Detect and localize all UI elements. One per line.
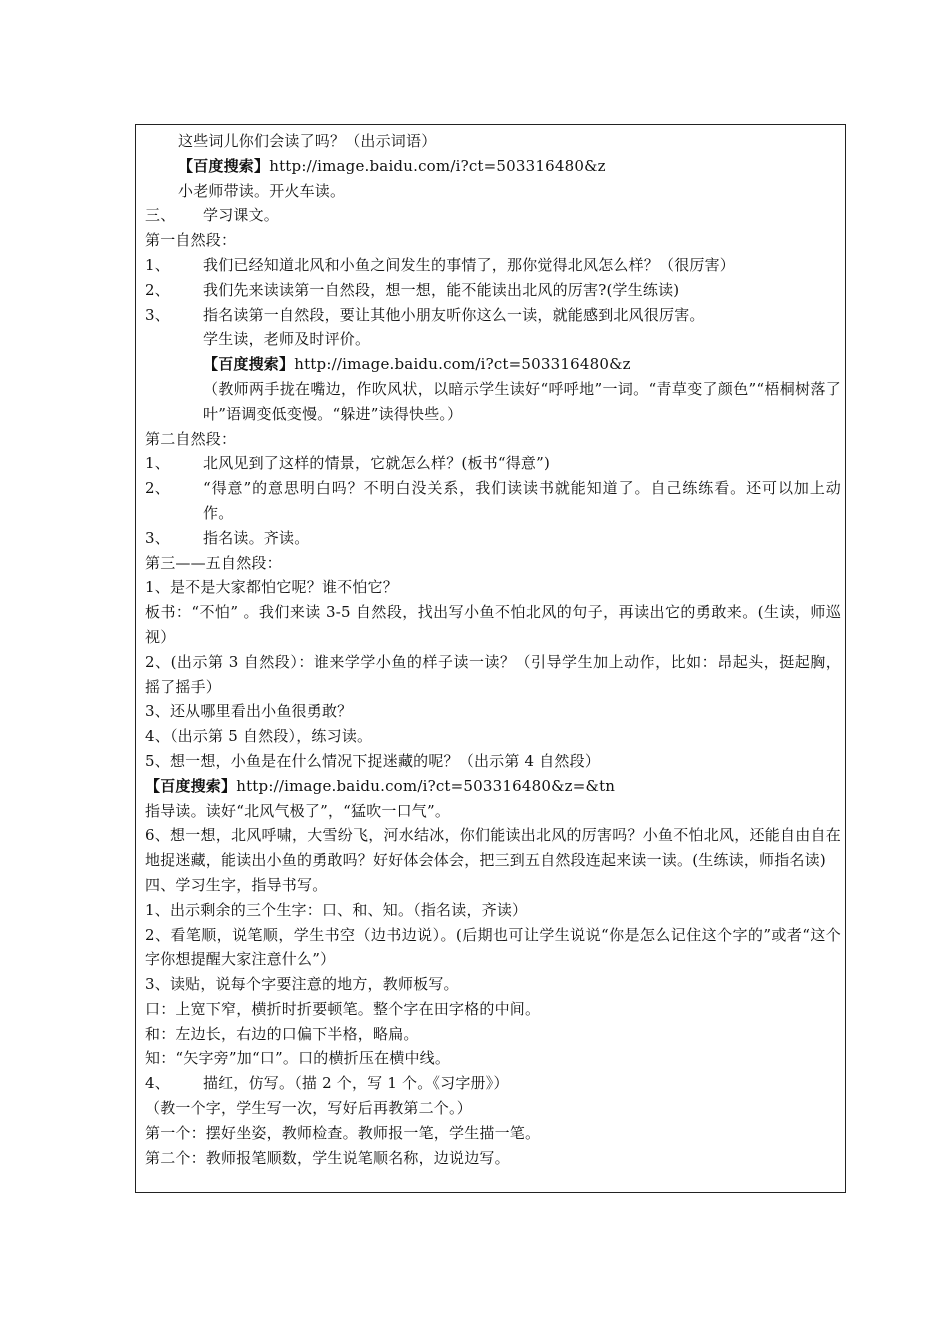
list-number: 2、: [145, 280, 170, 299]
search-url: http://image.baidu.com/i?ct=503316480&z: [294, 355, 631, 374]
search-tag: 【百度搜索】: [178, 156, 270, 175]
search-tag: 【百度搜索】: [203, 355, 295, 374]
list-text: 我们先来读读第一自然段，想一想，能不能读出北风的厉害?(学生练读): [203, 280, 680, 299]
list-number: 1、: [145, 454, 170, 473]
document-frame: [135, 124, 846, 1193]
list-text: 指名读第一自然段，要让其他小朋友听你这么一读，就能感到北风很厉害。: [203, 305, 705, 324]
list-text: 指名读。齐读。: [203, 528, 310, 547]
search-url: http://image.baidu.com/i?ct=503316480&z=&tn: [236, 776, 616, 795]
text-line: 和：左边长，右边的口偏下半格，略扁。: [145, 1024, 419, 1043]
search-url: http://image.baidu.com/i?ct=503316480&z: [269, 156, 606, 175]
paragraph-heading: 第三——五自然段：: [145, 553, 282, 572]
list-text: “得意”的意思明白吗？不明白没关系，我们读读书就能知道了。自己练练看。还可以加上动作。: [203, 479, 841, 522]
text-paragraph: 2、看笔顺，说笔顺，学生书空（边书边说）。(后期也可让学生说说“你是怎么记住这个字的”或者“这个字你想提醒大家注意什么”）: [145, 925, 841, 969]
text-line: 5、想一想，小鱼是在什么情况下捉迷藏的呢？（出示第 4 自然段）: [145, 751, 601, 770]
text-line: 知：“矢字旁”加“口”。口的横折压在横中线。: [145, 1049, 451, 1068]
section-heading: [145, 203, 841, 228]
text-line: 指导读。读好“北风气极了”，“猛吹一口气”。: [145, 801, 451, 820]
list-item: [145, 278, 841, 303]
list-number: 2、: [145, 479, 170, 498]
list-number: 3、: [145, 528, 170, 547]
text-line: 3、读贴，说每个字要注意的地方，教师板写。: [145, 975, 459, 994]
text-line: 4、（出示第 5 自然段），练习读。: [145, 727, 373, 746]
list-text: 我们已经知道北风和小鱼之间发生的事情了，那你觉得北风怎么样？（很厉害）: [203, 255, 736, 274]
list-text: 学习课文。: [203, 206, 280, 225]
text-line: 第二个：教师报笔顺数，学生说笔顺名称，边说边写。: [145, 1148, 510, 1167]
list-text: 描红，仿写。（描 2 个，写 1 个。《习字册》）: [203, 1074, 509, 1093]
search-reference-line: [145, 774, 841, 799]
list-number: 3、: [145, 305, 170, 324]
list-number: 4、: [145, 1074, 170, 1093]
search-tag: 【百度搜索】: [145, 776, 237, 795]
list-item: [145, 526, 841, 551]
list-number: 三、: [145, 206, 176, 225]
text-line: 1、出示剩余的三个生字：口、和、知。（指名读，齐读）: [145, 900, 528, 919]
list-item: [145, 451, 841, 476]
list-item: [145, 303, 841, 328]
text-line: 3、还从哪里看出小鱼很勇敢？: [145, 702, 353, 721]
lesson-plan-text: [145, 129, 841, 1170]
text-line: 这些词儿你们会读了吗？（出示词语）: [178, 132, 437, 150]
text-line: 学生读，老师及时评价。: [203, 330, 371, 349]
text-paragraph: 6、想一想，北风呼啸，大雪纷飞，河水结冰，你们能读出北风的厉害吗？小鱼不怕北风，还能自由自在地捉迷藏，能读出小鱼的勇敢吗？好好体会体会，把三到五自然段连起来读一读。(生练读，师指名读): [145, 826, 841, 870]
list-item: [145, 476, 841, 526]
text-line: 口：上宽下窄，横折时折要顿笔。整个字在田字格的中间。: [145, 999, 541, 1018]
text-line: 第一个：摆好坐姿，教师检查。教师报一笔，学生描一笔。: [145, 1123, 541, 1142]
search-reference-line: [145, 154, 841, 179]
text-line: 小老师带读。开火车读。: [178, 181, 346, 200]
text-paragraph: 板书：“不怕” 。我们来读 3-5 自然段，找出写小鱼不怕北风的句子，再读出它的勇敢来。(生读，师巡视）: [145, 603, 841, 646]
list-item: [145, 253, 841, 278]
list-item: [145, 1071, 841, 1096]
paragraph-heading: 第一自然段：: [145, 231, 237, 250]
text-line: （教一个字，学生写一次，写好后再教第二个。）: [145, 1099, 472, 1118]
section-heading: 四、学习生字，指导书写。: [145, 875, 328, 894]
paragraph-heading: 第二自然段：: [145, 429, 237, 448]
list-number: 1、: [145, 255, 170, 274]
teaching-note: （教师两手拢在嘴边，作吹风状，以暗示学生读好“呼呼地”一词。“青草变了颜色”“梧桐树落了叶”语调变低变慢。“躲进”读得快些。）: [203, 379, 841, 423]
search-reference-line: [145, 352, 841, 377]
text-line: 1、是不是大家都怕它呢？谁不怕它？: [145, 578, 398, 597]
text-paragraph: 2、(出示第 3 自然段）：谁来学学小鱼的样子读一读？（引导学生加上动作，比如：昂起头，挺起胸，摇了摇手）: [145, 652, 841, 696]
list-text: 北风见到了这样的情景，它就怎么样？(板书“得意”): [203, 454, 551, 473]
